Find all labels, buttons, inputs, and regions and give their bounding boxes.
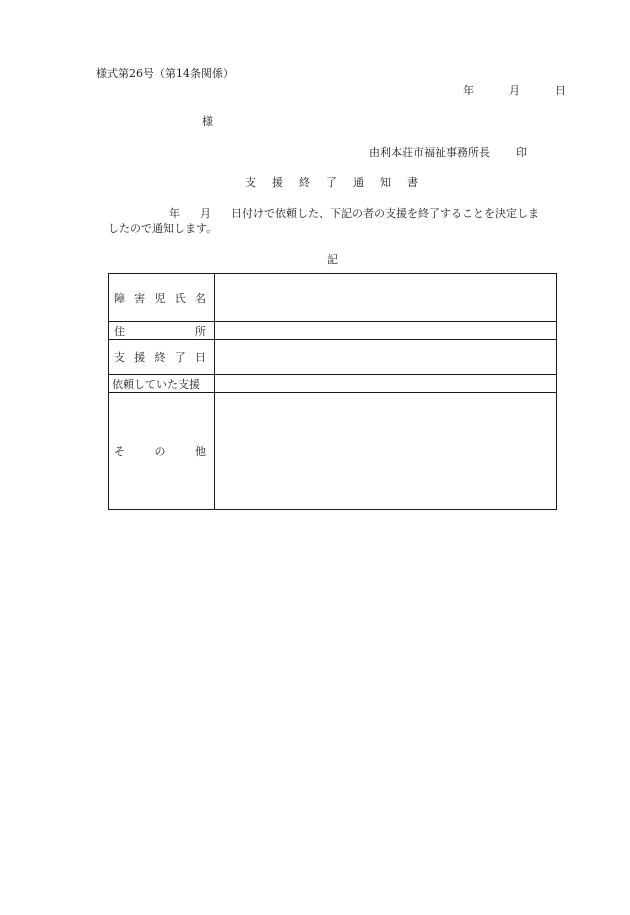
label-end-date: [109, 340, 215, 374]
value-other[interactable]: [215, 393, 556, 509]
value-end-date[interactable]: [215, 340, 556, 374]
value-address[interactable]: [215, 322, 556, 339]
label-address: [109, 322, 215, 339]
table-row-other: [109, 393, 556, 509]
label-text: 依頼していた支援: [112, 377, 200, 391]
recipient-honorific: 様: [202, 115, 213, 128]
body-line1-rest: 日付けで依頼した、下記の者の支援を終了することを決定しま: [231, 207, 539, 220]
issuer-name: 由利本荘市福祉事務所長: [369, 146, 490, 159]
label-char: 名: [195, 291, 206, 305]
date-year: 年: [463, 84, 474, 97]
label-char: 住: [114, 324, 125, 338]
label-char: 終: [154, 351, 166, 364]
label-char: 了: [174, 351, 186, 364]
label-char: 児: [154, 291, 166, 305]
form-number: 様式第26号（第14条関係）: [96, 67, 234, 80]
detail-table: [108, 273, 557, 510]
label-char: の: [154, 445, 166, 458]
label-char: 障: [114, 291, 125, 305]
title-char: 書: [407, 176, 418, 189]
table-row-address: [109, 322, 556, 340]
body-year: 年: [169, 207, 180, 220]
title-char: 知: [380, 176, 391, 189]
label-requested-support: [109, 375, 215, 392]
body-text-line2: したので通知します。: [108, 222, 218, 235]
label-other: [109, 393, 215, 509]
table-row-end-date: [109, 340, 556, 375]
label-char: 他: [195, 445, 206, 458]
table-row-requested-support: [109, 375, 556, 393]
issue-date: [463, 84, 566, 98]
title-char: 通: [353, 176, 364, 189]
body-text-line1: [169, 207, 539, 221]
title-char: 了: [326, 176, 337, 189]
date-month: 月: [509, 84, 520, 97]
document-title: [245, 176, 434, 190]
title-char: 支: [245, 176, 256, 189]
label-char: 所: [195, 324, 206, 338]
body-month: 月: [200, 207, 211, 220]
value-requested-support[interactable]: [215, 375, 556, 392]
value-child-name[interactable]: [215, 274, 556, 321]
label-child-name: [109, 274, 215, 321]
label-char: 援: [134, 351, 146, 364]
label-char: 害: [134, 291, 146, 305]
ki-heading: 記: [327, 253, 338, 266]
title-char: 援: [272, 176, 283, 189]
seal-mark: 印: [516, 146, 527, 159]
table-row-child-name: [109, 274, 556, 322]
label-char: 日: [195, 351, 206, 364]
title-char: 終: [299, 176, 310, 189]
issuer-line: [369, 146, 527, 160]
label-char: そ: [114, 445, 125, 458]
label-char: 氏: [174, 291, 186, 305]
date-day: 日: [555, 84, 566, 97]
label-char: 支: [114, 351, 125, 364]
